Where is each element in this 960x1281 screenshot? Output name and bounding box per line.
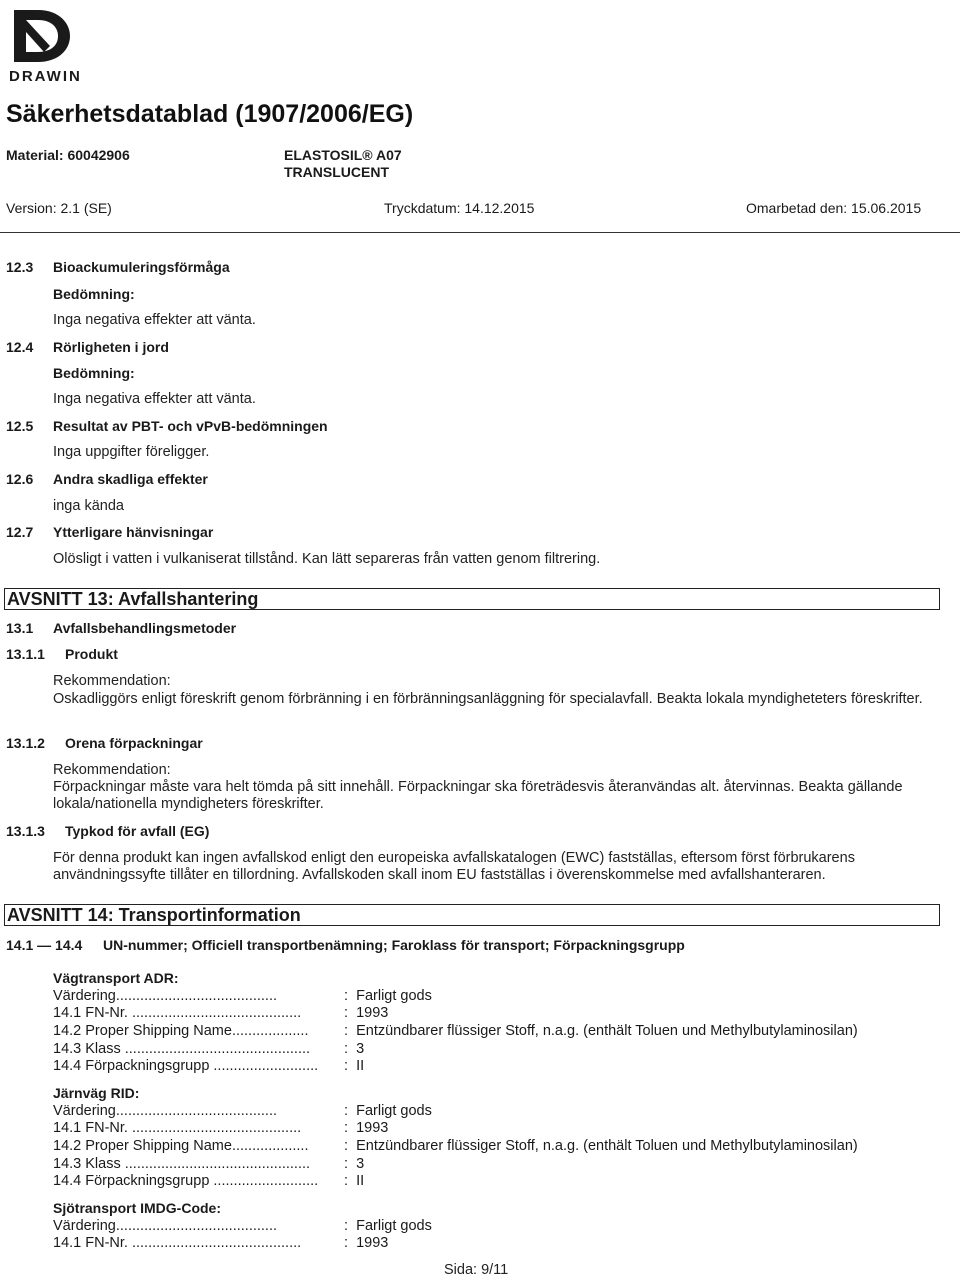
row-label: Värdering........................................ xyxy=(53,1103,278,1119)
section-title: Produkt xyxy=(65,646,118,662)
row-label: 14.4 Förpackningsgrupp .......................... xyxy=(53,1058,319,1074)
row-value-text: 3 xyxy=(356,1041,365,1057)
row-value: : II xyxy=(344,1173,365,1189)
row-value: : Entzündbarer flüssiger Stoff, n.a.g. (enthält Toluen und Methylbutylaminosilan) xyxy=(344,1023,858,1039)
row-value: : Farligt gods xyxy=(344,1218,432,1234)
row-value: : Farligt gods xyxy=(344,988,432,1004)
row-value: : Entzündbarer flüssiger Stoff, n.a.g. (enthält Toluen und Methylbutylaminosilan) xyxy=(344,1138,858,1154)
recommendation-label: Rekommendation: xyxy=(53,762,171,778)
section-title: Avfallsbehandlingsmetoder xyxy=(53,620,237,636)
section-text: Inga negativa effekter att vänta. xyxy=(53,391,256,407)
section-number: 14.1 — 14.4 xyxy=(6,937,83,953)
row-value-text: 1993 xyxy=(356,1235,389,1251)
transport-heading-imdg: Sjötransport IMDG-Code: xyxy=(53,1200,221,1216)
product-name-line2: TRANSLUCENT xyxy=(284,164,389,180)
row-value-text: 1993 xyxy=(356,1005,389,1021)
brand-name: DRAWIN xyxy=(9,68,82,85)
section-text: Oskadliggörs enligt föreskrift genom förbränning i en förbränningsanläggning för specialavfall. Beakta lokala myndigheteters föreskrifter. xyxy=(53,691,923,707)
recommendation-label: Rekommendation: xyxy=(53,673,171,689)
section-title: Andra skadliga effekter xyxy=(53,471,208,487)
section-number: 12.7 xyxy=(6,524,34,540)
transport-heading-adr: Vägtransport ADR: xyxy=(53,970,179,986)
row-label: Värdering........................................ xyxy=(53,988,278,1004)
section-number: 12.6 xyxy=(6,471,34,487)
section-title: Ytterligare hänvisningar xyxy=(53,524,214,540)
transport-row xyxy=(53,1138,858,1158)
row-value: : 1993 xyxy=(344,1120,389,1136)
brand-logo-icon xyxy=(8,4,78,66)
assessment-label: Bedömning: xyxy=(53,365,135,381)
row-label: 14.1 FN-Nr. .......................................... xyxy=(53,1005,302,1021)
row-value-text: Entzündbarer flüssiger Stoff, n.a.g. (enthält Toluen und Methylbutylaminosilan) xyxy=(356,1023,858,1039)
material-number: Material: 60042906 xyxy=(6,147,130,163)
section-text: Inga uppgifter föreligger. xyxy=(53,444,210,460)
row-value-text: II xyxy=(356,1058,365,1074)
section-title: Orena förpackningar xyxy=(65,735,203,751)
version-label: Version: 2.1 (SE) xyxy=(6,200,112,216)
row-value: : Farligt gods xyxy=(344,1103,432,1119)
page-number: Sida: 9/11 xyxy=(444,1262,509,1278)
section-text: Förpackningar måste vara helt tömda på sitt innehåll. Förpackningar ska företrädesvis återanvändas alt. återvinnas. Beakta gällande lokala/nationella myndigheters föreskrifter. xyxy=(53,779,903,812)
row-value: : 1993 xyxy=(344,1005,389,1021)
section-text: Olösligt i vatten i vulkaniserat tillstånd. Kan lätt separeras från vatten genom filtrering. xyxy=(53,551,601,567)
transport-row xyxy=(53,1235,389,1255)
row-value-text: 1993 xyxy=(356,1120,389,1136)
transport-row xyxy=(53,1023,858,1043)
row-value-text: Farligt gods xyxy=(356,1218,432,1234)
transport-row xyxy=(53,1173,365,1193)
row-label: Värdering........................................ xyxy=(53,1218,278,1234)
print-date: Tryckdatum: 14.12.2015 xyxy=(384,200,535,216)
section-title: Rörligheten i jord xyxy=(53,339,169,355)
section-text: inga kända xyxy=(53,498,124,514)
section-heading-13: AVSNITT 13: Avfallshantering xyxy=(4,588,940,610)
row-value: : 3 xyxy=(344,1156,365,1172)
row-label: 14.1 FN-Nr. .......................................... xyxy=(53,1235,302,1251)
section-text: Inga negativa effekter att vänta. xyxy=(53,312,256,328)
row-value-text: Farligt gods xyxy=(356,988,432,1004)
section-number: 13.1.2 xyxy=(6,735,45,751)
revised-date: Omarbetad den: 15.06.2015 xyxy=(746,200,922,216)
transport-row xyxy=(53,1058,365,1078)
section-number: 12.4 xyxy=(6,339,34,355)
row-label: 14.3 Klass .............................................. xyxy=(53,1156,311,1172)
transport-row xyxy=(53,1005,389,1025)
transport-row xyxy=(53,1120,389,1140)
row-value-text: Farligt gods xyxy=(356,1103,432,1119)
transport-heading-rid: Järnväg RID: xyxy=(53,1085,140,1101)
section-heading-14: AVSNITT 14: Transportinformation xyxy=(4,904,940,926)
row-value-text: 3 xyxy=(356,1156,365,1172)
header-divider xyxy=(0,232,960,233)
row-value: : 3 xyxy=(344,1041,365,1057)
section-number: 13.1 xyxy=(6,620,34,636)
row-label: 14.3 Klass .............................................. xyxy=(53,1041,311,1057)
row-label: 14.2 Proper Shipping Name................... xyxy=(53,1023,309,1039)
section-number: 12.5 xyxy=(6,418,34,434)
row-label: 14.2 Proper Shipping Name................... xyxy=(53,1138,309,1154)
document-title: Säkerhetsdatablad (1907/2006/EG) xyxy=(6,100,414,128)
row-value-text: II xyxy=(356,1173,365,1189)
section-text: För denna produkt kan ingen avfallskod enligt den europeiska avfallskatalogen (EWC) fastställas, eftersom först förbrukarens användningssyfte tillåter en tillordning. Avfallskoden skall inom EU fastställas i överenskommelse med avfallshanteraren. xyxy=(53,850,855,883)
section-number: 13.1.1 xyxy=(6,646,45,662)
section-title: Bioackumuleringsförmåga xyxy=(53,259,230,275)
section-title: Resultat av PBT- och vPvB-bedömningen xyxy=(53,418,328,434)
section-number: 13.1.3 xyxy=(6,823,45,839)
assessment-label: Bedömning: xyxy=(53,286,135,302)
row-value: : II xyxy=(344,1058,365,1074)
row-label: 14.1 FN-Nr. .......................................... xyxy=(53,1120,302,1136)
row-value-text: Entzündbarer flüssiger Stoff, n.a.g. (enthält Toluen und Methylbutylaminosilan) xyxy=(356,1138,858,1154)
section-title: Typkod för avfall (EG) xyxy=(65,823,210,839)
product-name: ELASTOSIL® A07 xyxy=(284,147,402,163)
row-label: 14.4 Förpackningsgrupp .......................... xyxy=(53,1173,319,1189)
section-number: 12.3 xyxy=(6,259,34,275)
section-title: UN-nummer; Officiell transportbenämning; Faroklass för transport; Förpackningsgrupp xyxy=(103,937,685,953)
row-value: : 1993 xyxy=(344,1235,389,1251)
